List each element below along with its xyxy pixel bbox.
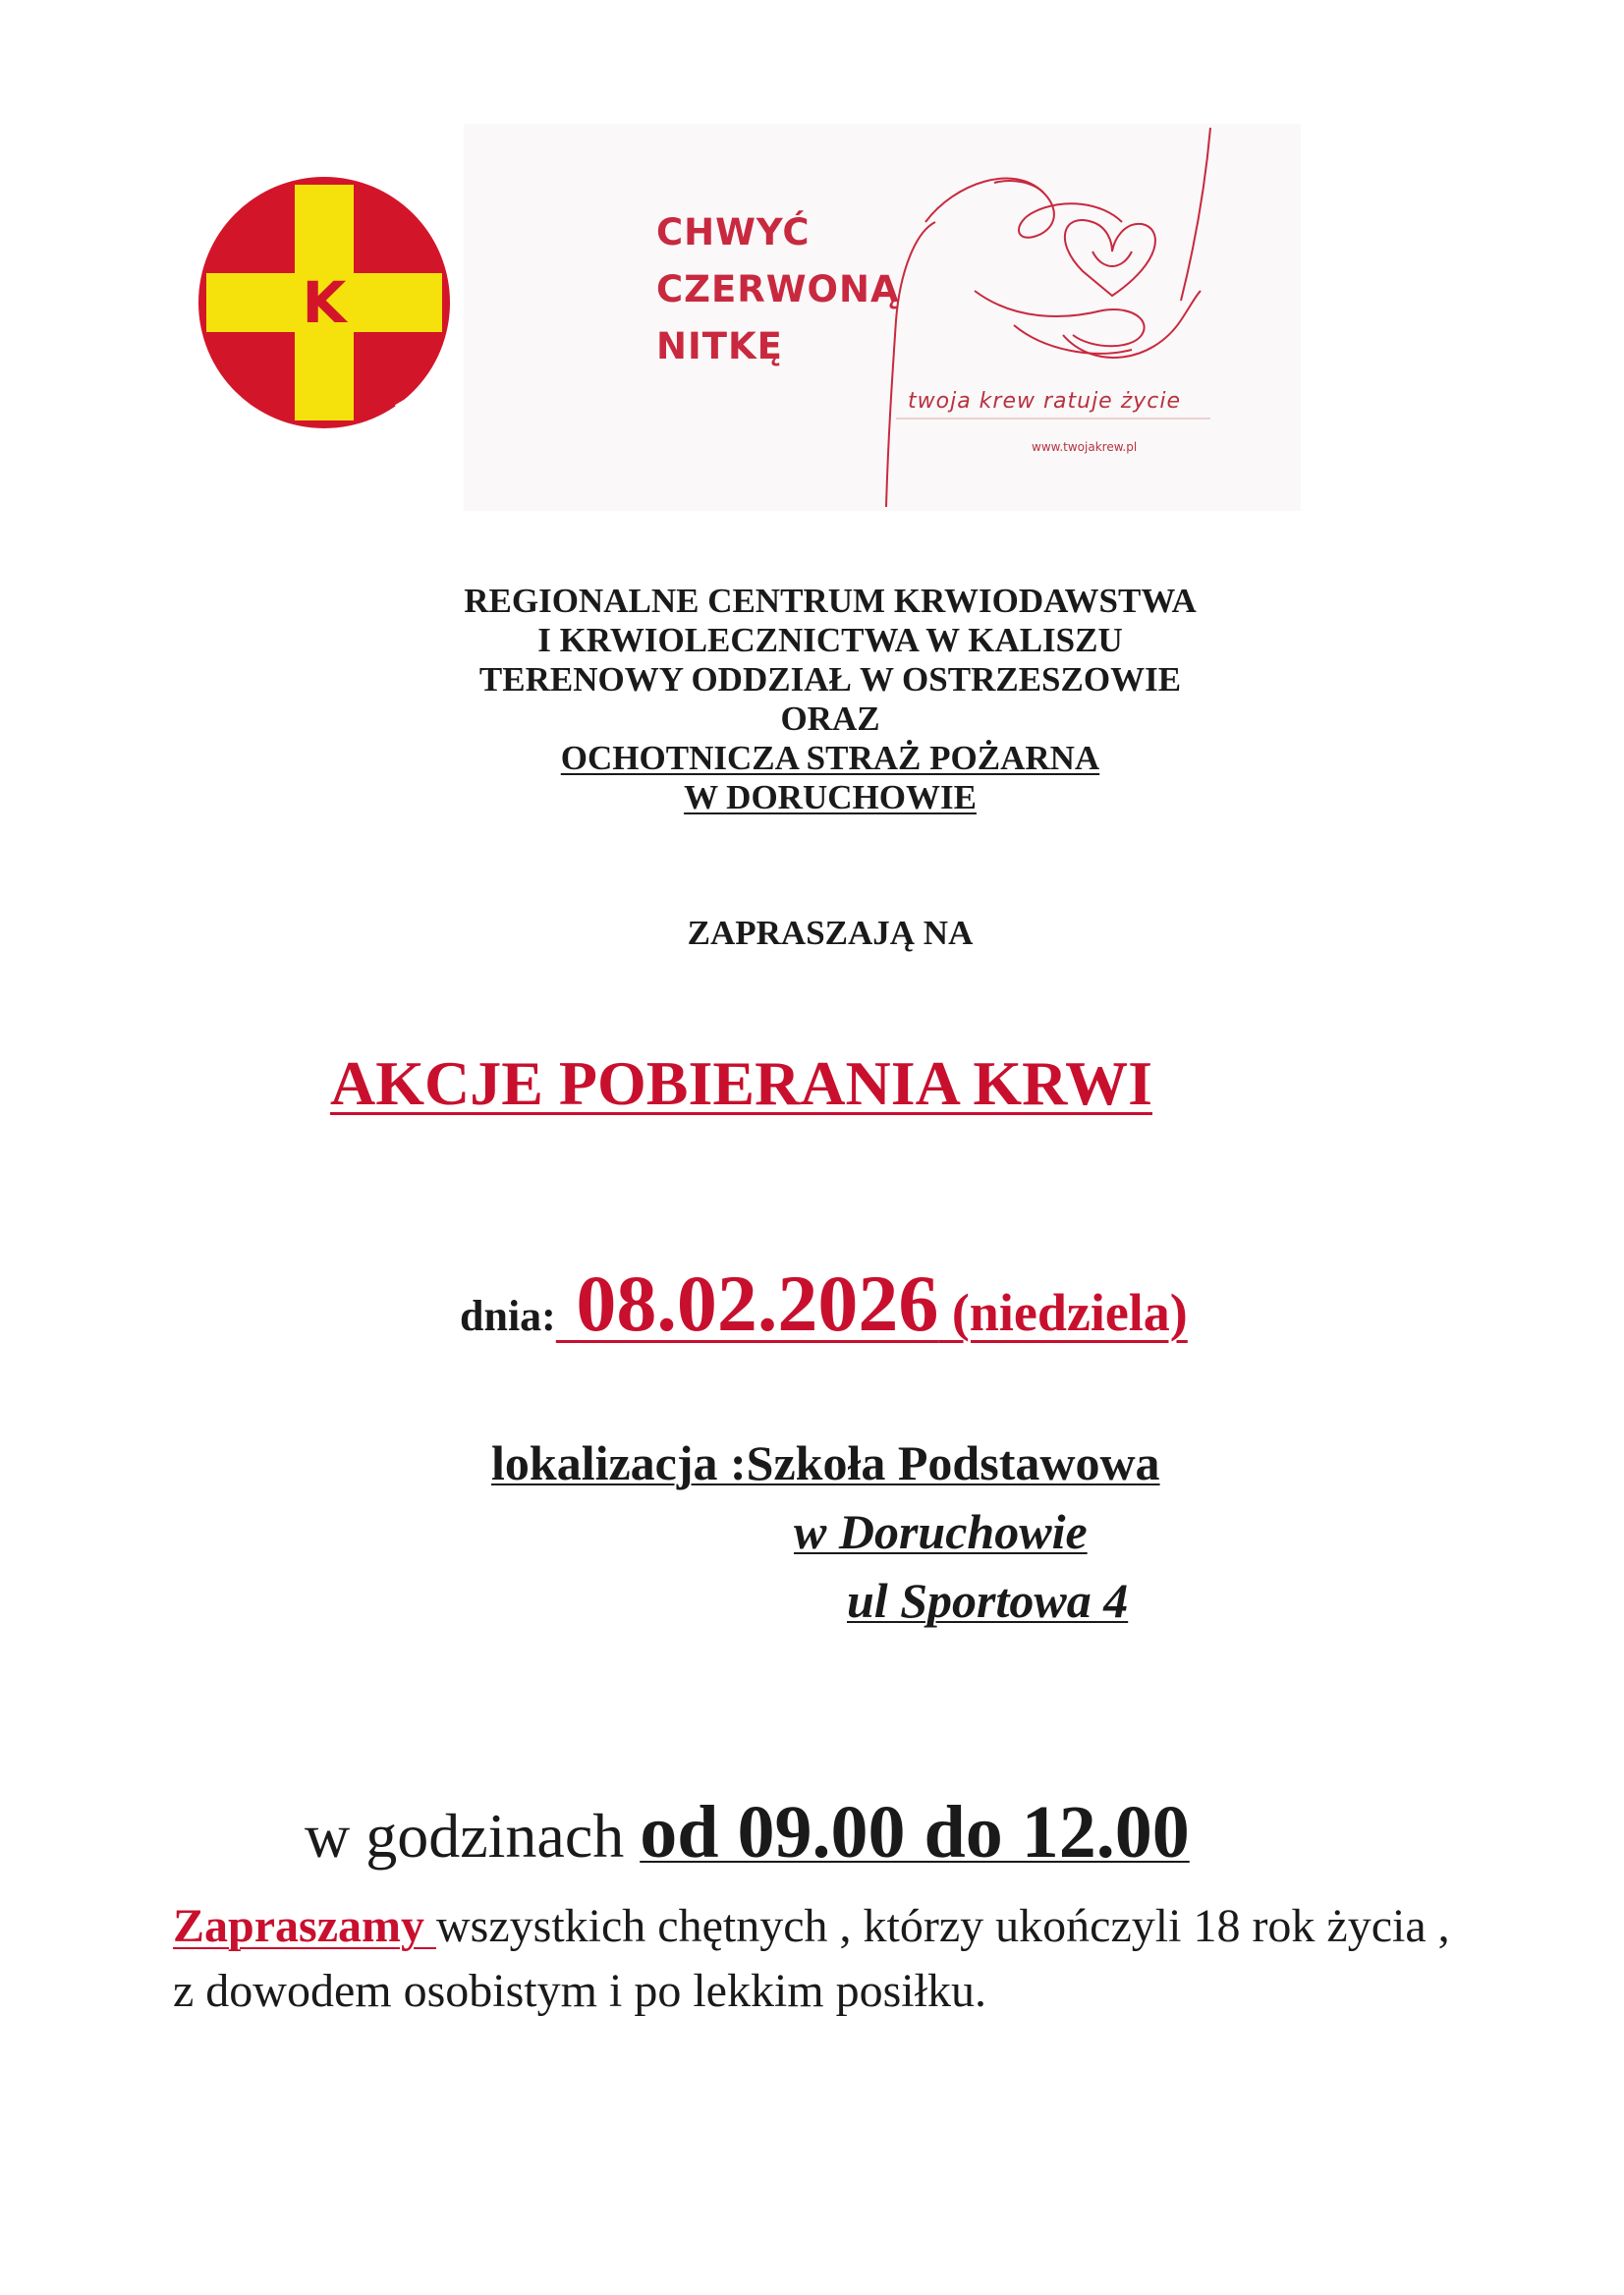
action-title: AKCJE POBIERANIA KRWI — [330, 1048, 1152, 1118]
campaign-tagline: twoja krew ratuje życie — [908, 389, 1182, 414]
location-school: :Szkoła Podstawowa — [717, 1435, 1160, 1490]
hours-line — [305, 1790, 1190, 1875]
date-line — [460, 1258, 1188, 1350]
invite-text: ZAPRASZAJĄ NA — [687, 914, 974, 952]
date-label: dnia: — [460, 1292, 556, 1340]
campaign-line-3: NITKĘ — [656, 325, 783, 367]
organizer-line-5: OCHOTNICZA STRAŻ POŻARNA — [560, 739, 1100, 777]
k-cross-logo — [195, 173, 454, 432]
location-line-1 — [491, 1434, 1160, 1491]
location-street: ul Sportowa 4 — [847, 1573, 1129, 1628]
campaign-banner — [464, 124, 1301, 511]
organizer-line-1: REGIONALNE CENTRUM KRWIODAWSTWA — [464, 582, 1197, 620]
organizer-line-4: ORAZ — [780, 700, 880, 738]
location-line-3 — [847, 1572, 1128, 1629]
location-town: w Doruchowie — [794, 1504, 1088, 1559]
organizer-line-3: TERENOWY ODDZIAŁ W OSTRZESZOWIE — [478, 660, 1182, 699]
note-lead: Zapraszamy — [173, 1900, 436, 1952]
location-label: lokalizacja — [491, 1435, 718, 1490]
organizer-line-2: I KRWIOLECZNICTWA W KALISZU — [537, 621, 1123, 659]
organizer-line-6: W DORUCHOWIE — [684, 778, 977, 816]
hours-label: w godzinach — [305, 1801, 641, 1871]
hours-value: od 09.00 do 12.00 — [640, 1791, 1190, 1874]
location-line-2 — [794, 1503, 1088, 1560]
date-value: 08.02.2026 — [555, 1259, 939, 1348]
invitation-note — [173, 1894, 1450, 2024]
note-text: wszystkich chętnych , którzy ukończyli 18 rok życia , z dowodem osobistym i po lekkim posiłku. — [173, 1900, 1450, 2017]
date-day: (niedziela) — [938, 1283, 1188, 1342]
organizers-heading — [324, 582, 1336, 817]
logo-letter: K — [302, 269, 347, 336]
campaign-url: www.twojakrew.pl — [1032, 440, 1138, 454]
campaign-line-1: CHWYĆ — [656, 211, 811, 253]
campaign-line-2: CZERWONĄ — [656, 268, 900, 310]
